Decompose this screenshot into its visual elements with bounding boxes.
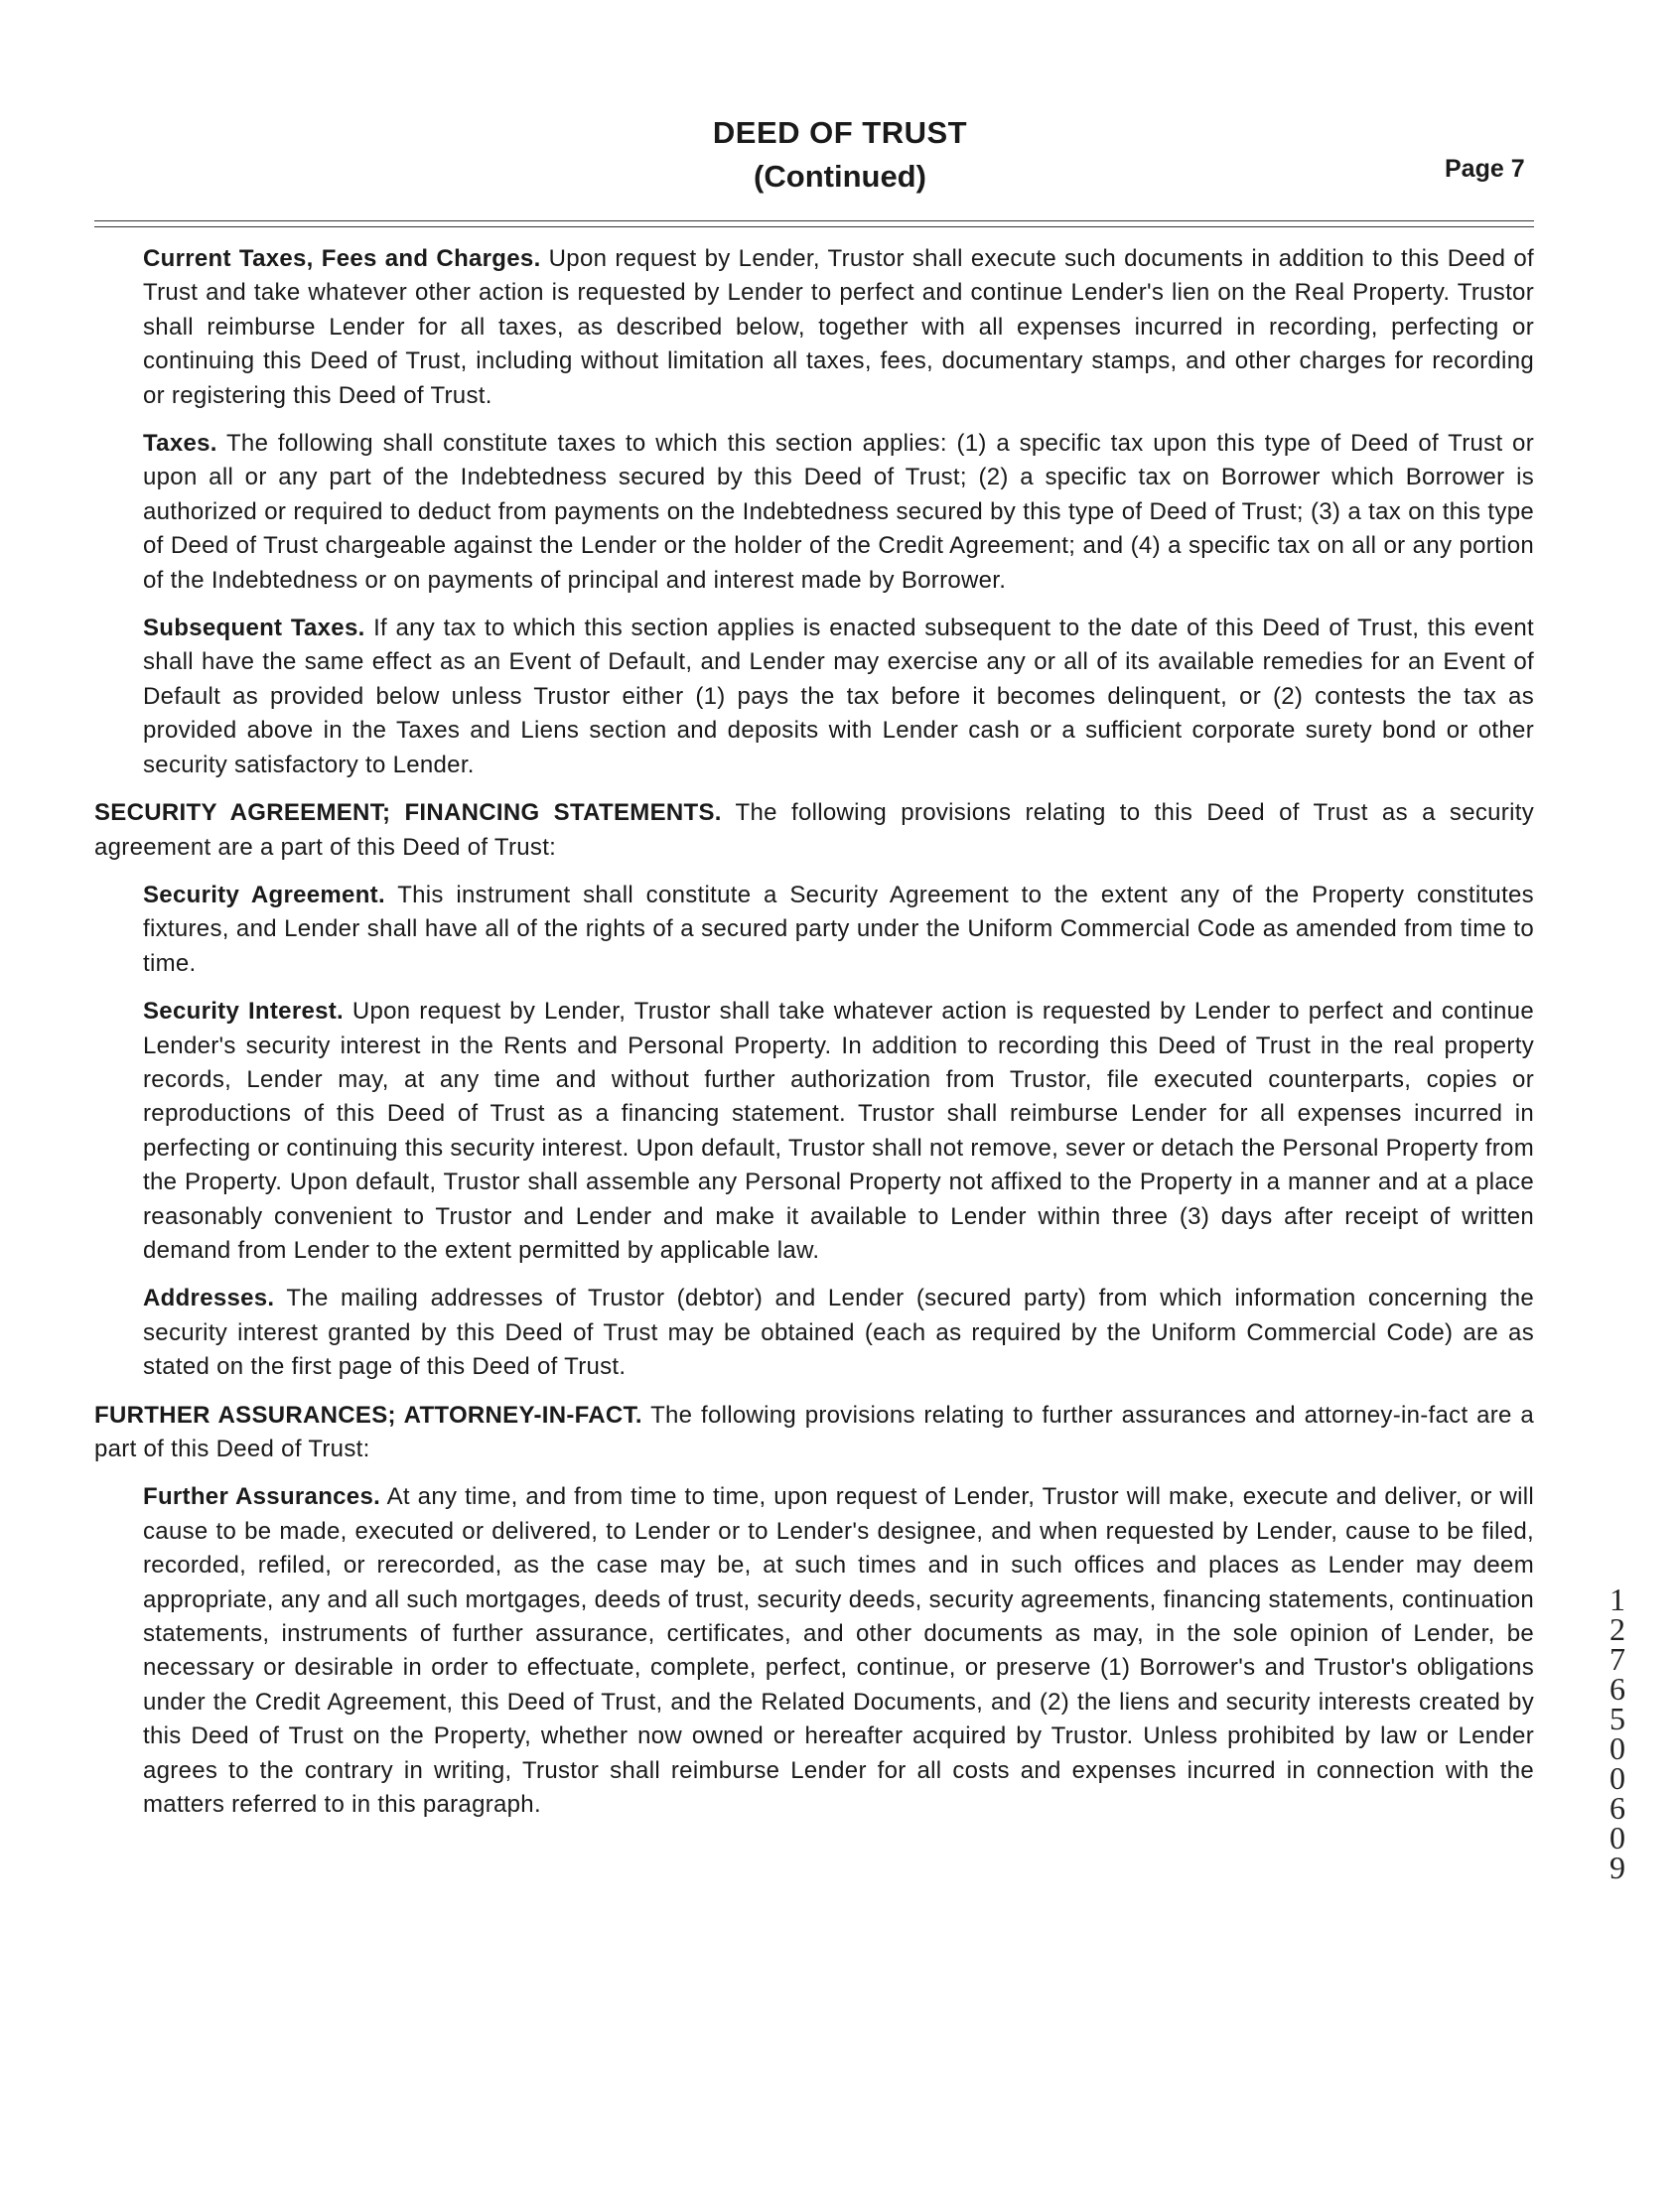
paragraph-text: The mailing addresses of Trustor (debtor) and Lender (secured party) from which information concerning the security interest granted by this Deed of Trust may be obtained (each as required by the Uniform Commercial Code) are as stated on the first page of this Deed of Trust. <box>143 1285 1534 1381</box>
section-text: The following provisions relating to further assurances and attorney-in-fact are a part of this Deed of Trust: <box>94 1401 1534 1462</box>
document-body <box>94 238 1534 1822</box>
paragraph-heading: Security Agreement. <box>143 881 385 908</box>
section-text: The following provisions relating to this Deed of Trust as a security agreement are a part of this Deed of Trust: <box>94 799 1534 861</box>
paragraph-text: At any time, and from time to time, upon request of Lender, Trustor will make, execute and deliver, or will cause to be made, executed or delivered, to Lender or to Lender's designee, and when requested by Lender, cause to be filed, recorded, refiled, or rerecorded, as the case may be, at such times and in such offices and places as Lender may deem appropriate, any and all such mortgages, deeds of trust, security deeds, security agreements, financing statements, continuation statements, instruments of further assurance, certificates, and other documents as may, in the sole opinion of Lender, be necessary or desirable in order to effectuate, complete, perfect, continue, or preserve (1) Borrower's and Trustor's obligations under the Credit Agreement, this Deed of Trust, and the Related Documents, and (2) the liens and security interests created by this Deed of Trust on the Property, whether now owned or hereafter acquired by Trustor. Unless prohibited by law or Lender agrees to the contrary in writing, Trustor shall reimburse Lender for all costs and expenses incurred in connection with the matters referred to in this paragraph. <box>143 1483 1534 1819</box>
paragraph-text: If any tax to which this section applies is enacted subsequent to the date of this Deed of Trust, this event shall have the same effect as an Event of Default, and Lender may exercise any or all of its available remedies for an Event of Default as provided below unless Trustor either (1) pays the tax before it becomes delinquent, or (2) contests the tax as provided above in the Taxes and Liens section and deposits with Lender cash or a sufficient corporate surety bond or other security satisfactory to Lender. <box>143 615 1534 778</box>
paragraph-heading: Addresses. <box>143 1285 275 1312</box>
paragraph-further-assurances <box>143 1480 1534 1822</box>
paragraph-heading: Taxes. <box>143 430 217 458</box>
paragraph-security-agreement <box>143 879 1534 981</box>
side-stamp-number: 127650 0609 <box>1610 1582 1625 1885</box>
section-further-assurances <box>94 1399 1534 1467</box>
paragraph-subsequent-taxes <box>143 612 1534 782</box>
section-heading: SECURITY AGREEMENT; FINANCING STATEMENTS. <box>94 799 722 827</box>
paragraph-heading: Subsequent Taxes. <box>143 615 365 642</box>
paragraph-security-interest <box>143 995 1534 1268</box>
section-heading: FURTHER ASSURANCES; ATTORNEY-IN-FACT. <box>94 1401 642 1429</box>
document-header <box>0 111 1680 199</box>
paragraph-current-taxes <box>143 242 1534 413</box>
paragraph-heading: Security Interest. <box>143 998 345 1026</box>
document-subtitle: (Continued) <box>754 159 926 194</box>
paragraph-addresses <box>143 1282 1534 1384</box>
paragraph-heading: Further Assurances. <box>143 1483 381 1511</box>
paragraph-text: Upon request by Lender, Trustor shall take whatever action is requested by Lender to perfect and continue Lender's security interest in the Rents and Personal Property. In addition to recording this Deed of Trust in the real property records, Lender may, at any time and without further authorization from Trustor, file executed counterparts, copies or reproductions of this Deed of Trust as a financing statement. Trustor shall reimburse Lender for all expenses incurred in perfecting or continuing this security interest. Upon default, Trustor shall not remove, sever or detach the Personal Property from the Property. Upon default, Trustor shall assemble any Personal Property not affixed to the Property in a manner and at a place reasonably convenient to Trustor and Lender and make it available to Lender within three (3) days after receipt of written demand from Lender to the extent permitted by applicable law. <box>143 998 1534 1264</box>
header-rule-bottom <box>94 226 1534 227</box>
page-number: Page 7 <box>1445 155 1525 183</box>
paragraph-text: This instrument shall constitute a Security Agreement to the extent any of the Property constitutes fixtures, and Lender shall have all of the rights of a secured party under the Uniform Commercial Code as amended from time to time. <box>143 881 1534 977</box>
section-security-agreement <box>94 796 1534 865</box>
document-title: DEED OF TRUST <box>712 115 968 150</box>
header-rule-top <box>94 220 1534 221</box>
paragraph-heading: Current Taxes, Fees and Charges. <box>143 245 541 272</box>
paragraph-text: Upon request by Lender, Trustor shall execute such documents in addition to this Deed of Trust and take whatever other action is requested by Lender to perfect and continue Lender's lien on the Real Property. Trustor shall reimburse Lender for all taxes, as described below, together with all expenses incurred in recording, perfecting or continuing this Deed of Trust, including without limitation all taxes, fees, documentary stamps, and other charges for recording or registering this Deed of Trust. <box>143 245 1534 409</box>
paragraph-taxes <box>143 427 1534 598</box>
paragraph-text: The following shall constitute taxes to which this section applies: (1) a specific tax upon this type of Deed of Trust or upon all or any part of the Indebtedness secured by this Deed of Trust; (2) a specific tax on Borrower which Borrower is authorized or required to deduct from payments on the Indebtedness secured by this type of Deed of Trust; (3) a tax on this type of Deed of Trust chargeable against the Lender or the holder of the Credit Agreement; and (4) a specific tax on all or any portion of the Indebtedness or on payments of principal and interest made by Borrower. <box>143 430 1534 594</box>
